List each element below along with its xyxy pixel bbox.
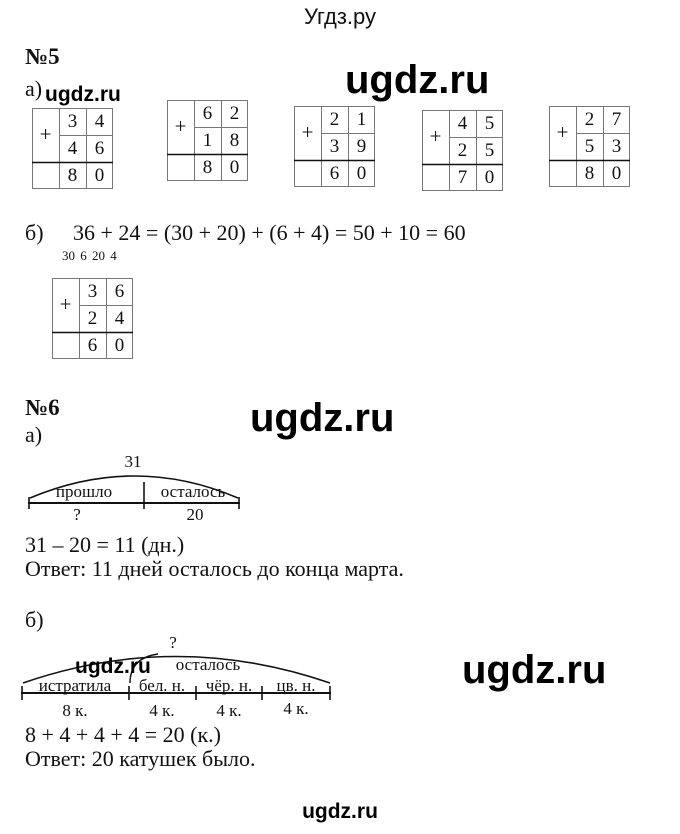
diagram-a-left-label: прошло xyxy=(55,482,113,501)
task6-answer-a: Ответ: 11 дней осталось до конца марта. xyxy=(25,556,404,581)
task6-solution-b: 8 + 4 + 4 + 4 = 20 (к.) xyxy=(25,722,221,747)
digit: 5 xyxy=(584,136,595,157)
task5-part-a-label: а) xyxy=(25,76,43,101)
diagram-b-segment-label: цв. н. xyxy=(276,676,316,695)
digit: 0 xyxy=(356,163,367,184)
digit: 0 xyxy=(94,165,105,186)
diagram-b-segment-label: бел. н. xyxy=(138,676,186,695)
digit: 9 xyxy=(356,136,367,157)
addition-example-3 xyxy=(294,106,375,187)
diagram-a-right-label: осталось xyxy=(160,482,226,501)
diagram-b-segment-label: чёр. н. xyxy=(205,676,253,695)
digit: 5 xyxy=(484,140,495,161)
diagram-b-total: ? xyxy=(169,633,177,652)
digit: 6 xyxy=(94,138,105,159)
task6-part-b-label: б) xyxy=(25,607,44,632)
watermark-big: ugdz.ru xyxy=(345,58,490,102)
digit: 3 xyxy=(87,281,98,302)
addition-example-5 xyxy=(549,106,630,187)
digit: 6 xyxy=(114,281,125,302)
diagram-b-segment-value: 8 к. xyxy=(62,701,88,720)
digit: 3 xyxy=(611,136,622,157)
watermark-small: ugdz.ru xyxy=(45,83,121,106)
digit: 8 xyxy=(67,165,78,186)
digit: 7 xyxy=(457,167,468,188)
digit: 2 xyxy=(584,109,595,130)
plus-sign: + xyxy=(429,124,442,148)
diagram-b-segment-label: истратила xyxy=(38,676,112,695)
plus-sign: + xyxy=(39,122,52,146)
digit: 2 xyxy=(229,103,240,124)
digit: 4 xyxy=(114,308,125,329)
diagram-a-total: 31 xyxy=(124,452,142,471)
digit: 2 xyxy=(87,308,98,329)
digit: 8 xyxy=(202,157,213,178)
diagram-b-segment-value: 4 к. xyxy=(149,701,175,720)
plus-sign: + xyxy=(301,120,314,144)
digit: 6 xyxy=(329,163,340,184)
digit: 2 xyxy=(457,140,468,161)
watermark-footer: ugdz.ru xyxy=(302,800,378,823)
digit: 4 xyxy=(94,111,105,132)
addition-example-b xyxy=(52,278,133,359)
digit: 0 xyxy=(114,335,125,356)
digit: 3 xyxy=(67,111,78,132)
watermark-big: ugdz.ru xyxy=(250,396,395,440)
addition-example-1 xyxy=(32,108,113,189)
diagram-b-remaining-label: осталось xyxy=(175,655,241,674)
digit: 4 xyxy=(67,138,78,159)
digit: 8 xyxy=(229,130,240,151)
plus-sign: + xyxy=(174,114,187,138)
digit: 6 xyxy=(202,103,213,124)
digit: 5 xyxy=(484,113,495,134)
task5-part-b-label: б) xyxy=(25,220,44,245)
site-title: Угдз.ру xyxy=(303,4,377,29)
plus-sign: + xyxy=(556,120,569,144)
digit: 1 xyxy=(202,130,213,151)
digit: 0 xyxy=(484,167,495,188)
digit: 1 xyxy=(356,109,367,130)
diagram-a-right-value: 20 xyxy=(186,505,204,524)
digit: 4 xyxy=(457,113,468,134)
digit: 7 xyxy=(611,109,622,130)
task6-number: №6 xyxy=(25,395,60,420)
task5-part-b-decomposition: 30 6 20 4 xyxy=(62,248,117,263)
digit: 6 xyxy=(87,335,98,356)
task6-answer-b: Ответ: 20 катушек было. xyxy=(25,746,256,771)
watermark-big: ugdz.ru xyxy=(462,648,607,692)
digit: 3 xyxy=(329,136,340,157)
task6-part-a-label: а) xyxy=(25,422,43,447)
addition-example-4 xyxy=(422,110,503,191)
digit: 0 xyxy=(611,163,622,184)
task6-solution-a: 31 – 20 = 11 (дн.) xyxy=(25,532,185,557)
digit: 0 xyxy=(229,157,240,178)
diagram-b-segment-value: 4 к. xyxy=(283,699,309,718)
task5-number: №5 xyxy=(25,44,60,69)
task5-part-b-equation: 36 + 24 = (30 + 20) + (6 + 4) = 50 + 10 = 60 xyxy=(73,220,466,245)
addition-example-2 xyxy=(167,100,248,181)
digit: 8 xyxy=(584,163,595,184)
diagram-a-left-value: ? xyxy=(73,505,81,524)
diagram-b-segment-value: 4 к. xyxy=(216,701,242,720)
watermark-small: ugdz.ru xyxy=(75,655,151,678)
plus-sign: + xyxy=(59,292,72,316)
digit: 2 xyxy=(329,109,340,130)
